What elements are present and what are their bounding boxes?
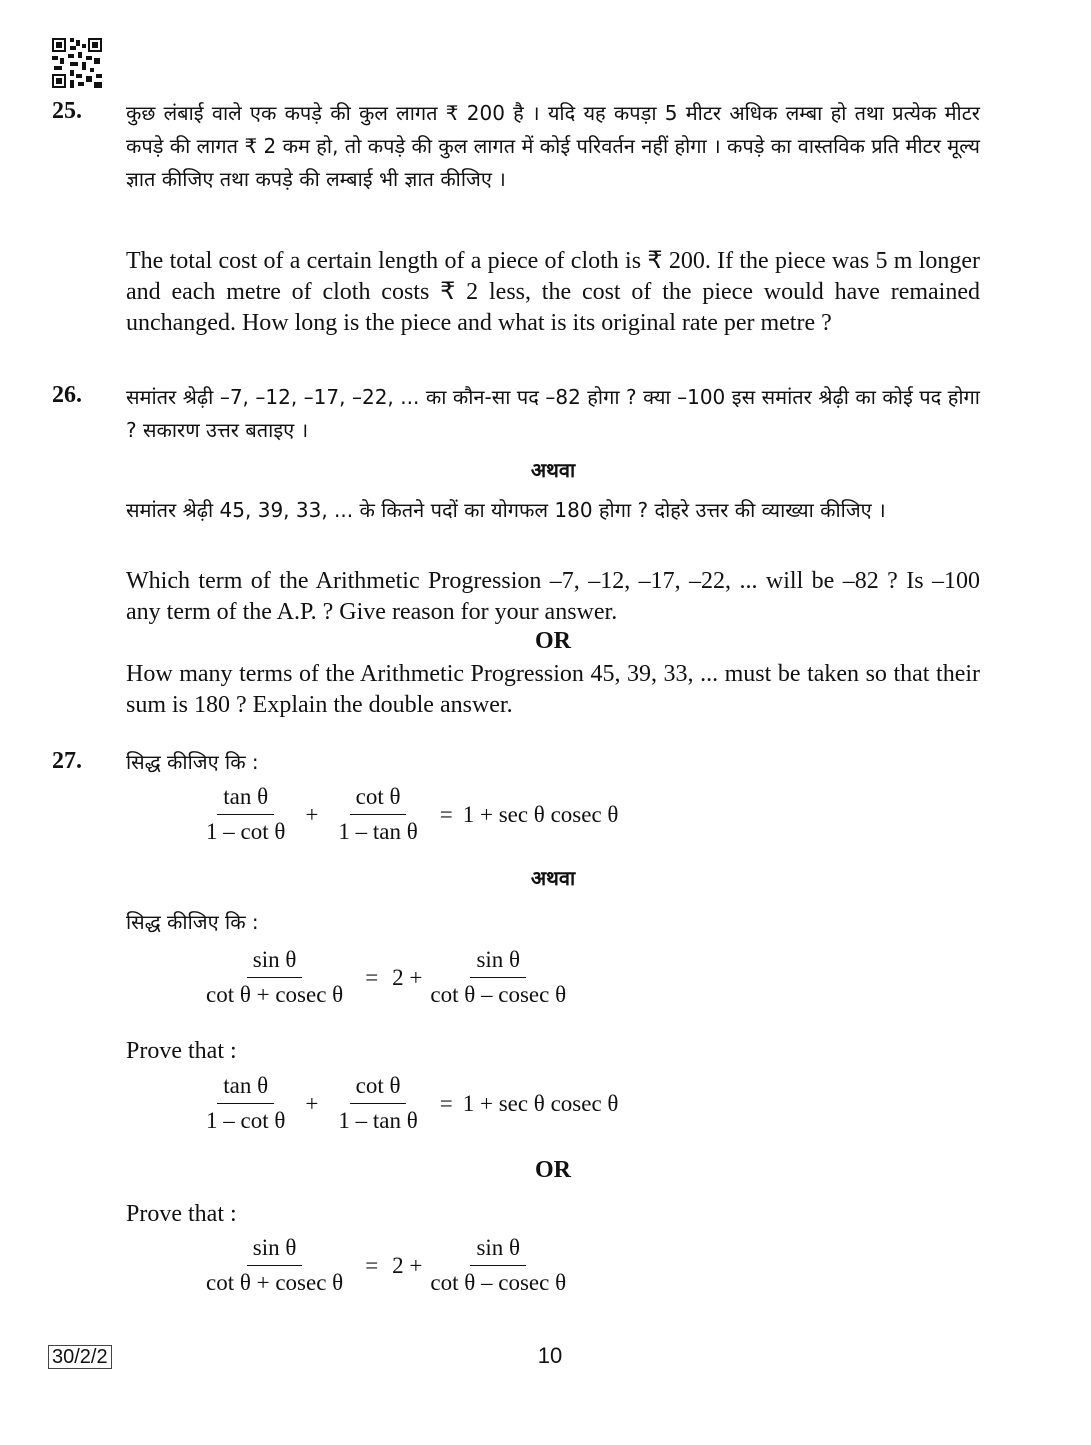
numerator: sin θ	[470, 947, 526, 978]
denominator: 1 – cot θ	[206, 1108, 286, 1133]
or-separator-hindi: अथवा	[530, 866, 576, 890]
rhs-prefix: 2 +	[392, 964, 423, 990]
question-26-english-a: Which term of the Arithmetic Progression –7, –12, –17, –22, ... will be –82 ? Is –100 any term of the A.P. ? Give reason for your answer.	[126, 568, 980, 625]
fraction	[200, 947, 349, 1008]
numerator: cot θ	[350, 784, 407, 815]
or-separator-hindi: अथवा	[530, 458, 576, 482]
identity-equation	[200, 947, 572, 1008]
prove-label-english: Prove that :	[126, 1038, 237, 1064]
identity-equation	[200, 784, 618, 845]
denominator: 1 – tan θ	[338, 1108, 418, 1133]
denominator: 1 – tan θ	[338, 819, 418, 844]
numerator: tan θ	[217, 1073, 274, 1104]
question-number: 25.	[52, 98, 82, 124]
question-number: 27.	[52, 748, 82, 774]
equals-sign: =	[439, 1090, 453, 1116]
numerator: sin θ	[247, 947, 303, 978]
fraction	[200, 784, 291, 845]
fraction	[332, 784, 423, 845]
question-25-english: The total cost of a certain length of a piece of cloth is ₹ 200. If the piece was 5 m longer and each metre of cloth costs ₹ 2 less, the cost of the piece would have remained unchanged. How long is the piece and what is its original rate per metre ?	[126, 248, 980, 336]
equals-sign: =	[365, 964, 379, 990]
page-number: 10	[537, 1343, 563, 1368]
numerator: tan θ	[217, 784, 274, 815]
numerator: sin θ	[470, 1235, 526, 1266]
identity-equation	[200, 1073, 618, 1134]
question-26-english-b: How many terms of the Arithmetic Progression 45, 39, 33, ... must be taken so that their sum is 180 ? Explain the double answer.	[126, 661, 980, 718]
plus-sign: +	[305, 801, 319, 827]
plus-sign: +	[305, 1090, 319, 1116]
numerator: sin θ	[247, 1235, 303, 1266]
identity-equation	[200, 1235, 572, 1296]
fraction	[332, 1073, 423, 1134]
denominator: cot θ – cosec θ	[430, 982, 567, 1007]
fraction	[424, 947, 572, 1008]
equals-sign: =	[439, 801, 453, 827]
fraction	[200, 1235, 349, 1296]
question-26-hindi-b: समांतर श्रेढ़ी 45, 39, 33, ... के कितने पदों का योगफल 180 होगा ? दोहरे उत्तर की व्याख्या कीजिए ।	[126, 498, 886, 522]
or-separator-english: OR	[535, 628, 571, 654]
prove-label-hindi: सिद्ध कीजिए कि :	[126, 750, 259, 774]
rhs-expression: 1 + sec θ cosec θ	[462, 1090, 619, 1116]
or-separator-english: OR	[535, 1157, 571, 1183]
fraction	[200, 1073, 291, 1134]
question-number: 26.	[52, 382, 82, 408]
question-26-hindi-a: समांतर श्रेढ़ी –7, –12, –17, –22, ... का कौन-सा पद –82 होगा ? क्या –100 इस समांतर श्रेढ़ी का कोई पद होगा ? सकारण उत्तर बताइए ।	[126, 385, 980, 442]
equals-sign: =	[365, 1252, 379, 1278]
denominator: cot θ – cosec θ	[430, 1270, 567, 1295]
denominator: cot θ + cosec θ	[206, 982, 344, 1007]
prove-label-english: Prove that :	[126, 1201, 237, 1227]
question-25-hindi: कुछ लंबाई वाले एक कपड़े की कुल लागत ₹ 200 है । यदि यह कपड़ा 5 मीटर अधिक लम्बा हो तथा प्रत्येक मीटर कपड़े की लागत ₹ 2 कम हो, तो कपड़े की कुल लागत में कोई परिवर्तन नहीं होगा । कपड़े का वास्तविक प्रति मीटर मूल्य ज्ञात कीजिए तथा कपड़े की लम्बाई भी ज्ञात कीजिए ।	[126, 101, 980, 191]
rhs-prefix: 2 +	[392, 1252, 423, 1278]
prove-label-hindi: सिद्ध कीजिए कि :	[126, 910, 259, 934]
rhs-expression: 1 + sec θ cosec θ	[462, 801, 619, 827]
numerator: cot θ	[350, 1073, 407, 1104]
fraction	[424, 1235, 572, 1296]
denominator: cot θ + cosec θ	[206, 1270, 344, 1295]
paper-code: 30/2/2	[48, 1345, 112, 1369]
qr-code-icon	[52, 38, 102, 88]
denominator: 1 – cot θ	[206, 819, 286, 844]
